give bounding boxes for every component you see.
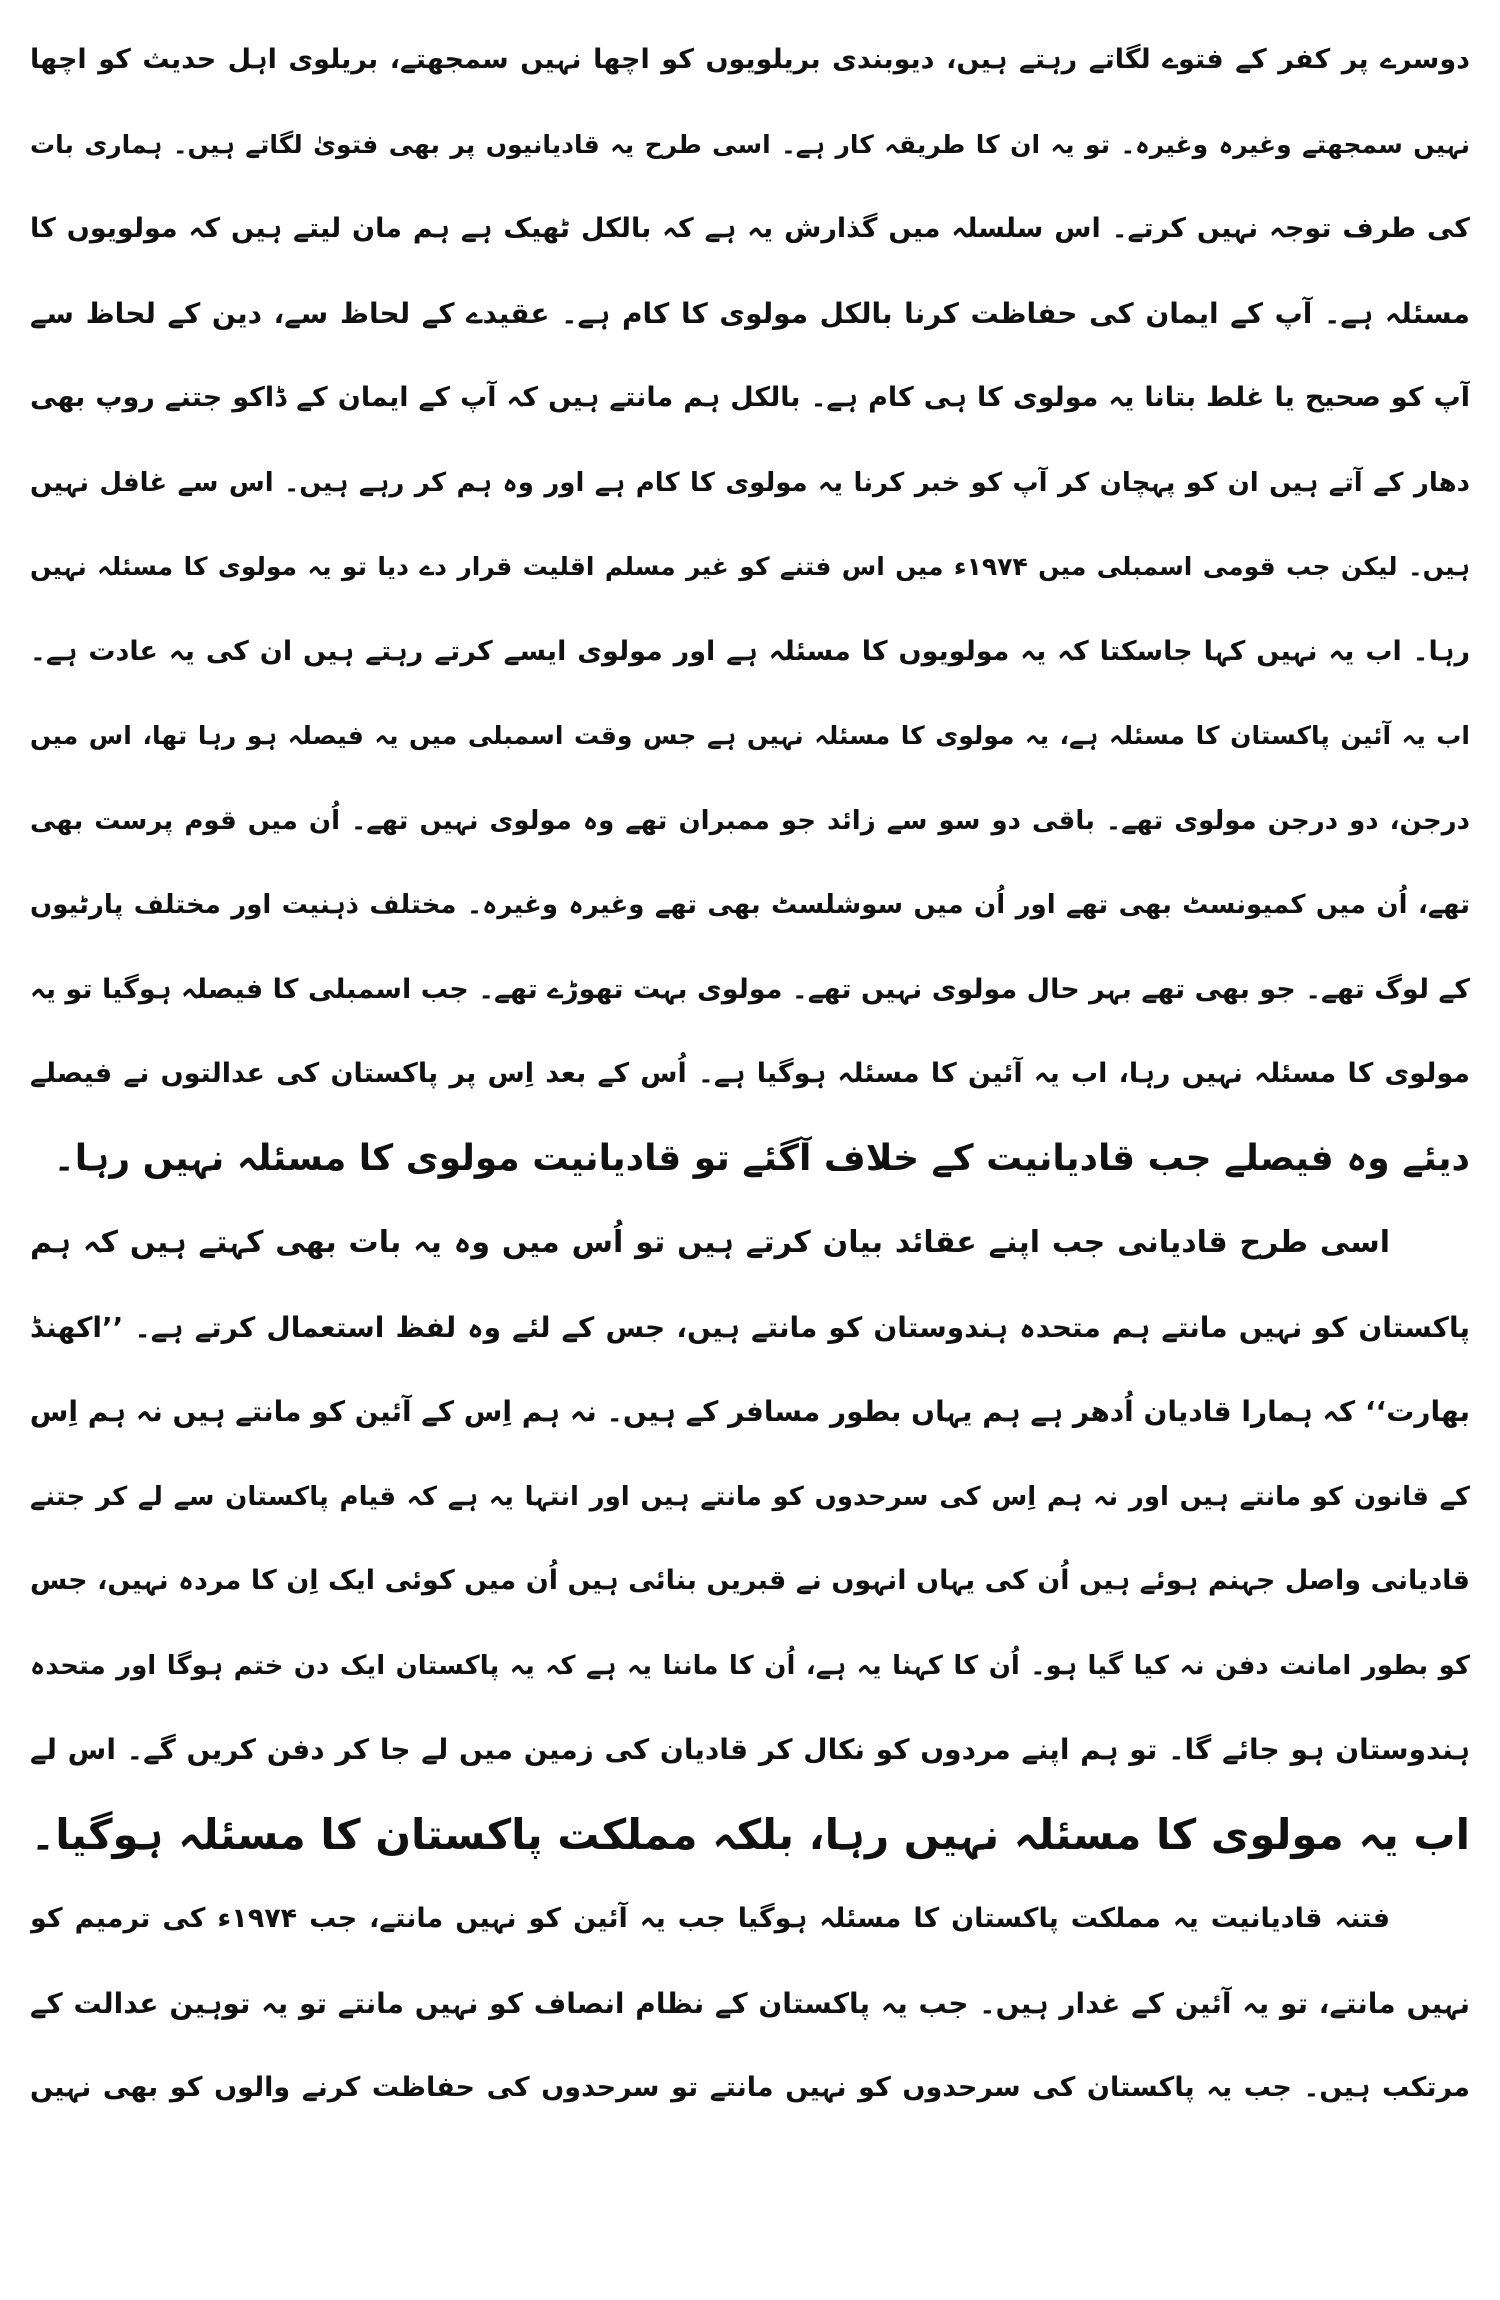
text-line: نہیں سمجھتے وغیرہ وغیرہ۔ تو یہ ان کا طریقہ کار ہے۔ اسی طرح یہ قادیانیوں پر بھی فتویٰ لگاتے ہیں۔ ہماری بات <box>30 129 1470 159</box>
text-line: قادیانی واصل جہنم ہوئے ہیں اُن کی یہاں انہوں نے قبریں بنائی ہیں اُن میں کوئی ایک اِن کا مردہ نہیں، جس <box>30 1565 1470 1596</box>
text-line: مسئلہ ہے۔ آپ کے ایمان کی حفاظت کرنا بالکل مولوی کا کام ہے۔ عقیدے کے لحاظ سے، دین کے لحاظ سے <box>30 296 1470 330</box>
text-line: کے لوگ تھے۔ جو بھی تھے بہر حال مولوی نہیں تھے۔ مولوی بہت تھوڑے تھے۔ جب اسمبلی کا فیصلہ ہوگیا تو یہ <box>30 973 1470 1005</box>
text-line: آپ کو صحیح یا غلط بتانا یہ مولوی کا ہی کام ہے۔ بالکل ہم مانتے ہیں کہ آپ کے ایمان کے ڈاکو جتنے روپ بھی <box>30 382 1470 413</box>
text-line: اسی طرح قادیانی جب اپنے عقائد بیان کرتے ہیں تو اُس میں وہ یہ بات بھی کہتے ہیں کہ ہم <box>30 1225 1390 1260</box>
text-line: کے قانون کو مانتے ہیں اور نہ ہم اِس کی سرحدوں کو مانتے ہیں اور انتہا یہ ہے کہ قیام پاکستان سے لے کر جتنے <box>30 1481 1470 1512</box>
paragraph-3 <box>30 1877 1470 2131</box>
document-page <box>30 18 1470 2288</box>
text-line: درجن، دو درجن مولوی تھے۔ باقی دو سو سے زائد جو ممبران تھے وہ مولوی نہیں تھے۔ اُن میں قوم پرست بھی <box>30 805 1470 836</box>
text-line: رہا۔ اب یہ نہیں کہا جاسکتا کہ یہ مولویوں کا مسئلہ ہے اور مولوی ایسے کرتے رہتے ہیں ان کی یہ عادت ہے۔ <box>30 635 1470 667</box>
text-line: مولوی کا مسئلہ نہیں رہا، اب یہ آئین کا مسئلہ ہوگیا ہے۔ اُس کے بعد اِس پر پاکستان کی عدالتوں نے فیصلے <box>30 1058 1470 1089</box>
text-line: فتنہ قادیانیت یہ مملکت پاکستان کا مسئلہ ہوگیا جب یہ آئین کو نہیں مانتے، جب ۱۹۷۴ء کی ترمیم کو <box>30 1903 1391 1934</box>
text-line: تھے، اُن میں کمیونسٹ بھی تھے اور اُن میں سوشلسٹ بھی تھے وغیرہ وغیرہ۔ مختلف ذہنیت اور مختلف پارٹیوں <box>30 890 1470 920</box>
paragraph-2 <box>30 1201 1470 1877</box>
text-line: دوسرے پر کفر کے فتوے لگاتے رہتے ہیں، دیوبندی بریلویوں کو اچھا نہیں سمجھتے، بریلوی اہل حدیث کو اچھا <box>30 44 1470 75</box>
paragraph-1 <box>30 18 1470 1201</box>
text-line: ہندوستان ہو جائے گا۔ تو ہم اپنے مردوں کو نکال کر قادیان کی زمین میں لے جا کر دفن کریں گے۔ اس لے <box>30 1733 1470 1766</box>
text-line: ہیں۔ لیکن جب قومی اسمبلی میں ۱۹۷۴ء میں اس فتنے کو غیر مسلم اقلیت قرار دے دیا تو یہ مولوی کا مسئلہ نہیں <box>30 552 1470 581</box>
text-line: کو بطور امانت دفن نہ کیا گیا ہو۔ اُن کا کہنا یہ ہے، اُن کا ماننا یہ ہے کہ یہ پاکستان ایک دن ختم ہوگا اور متحدہ <box>30 1650 1470 1681</box>
text-line: دیئے وہ فیصلے جب قادیانیت کے خلاف آگئے تو قادیانیت مولوی کا مسئلہ نہیں رہا۔ <box>53 1137 1470 1179</box>
text-line: دھار کے آتے ہیں ان کو پہچان کر آپ کو خبر کرنا یہ مولوی کا کام ہے اور وہ ہم کر رہے ہیں۔ اس سے غافل نہیں <box>30 467 1470 498</box>
text-line: نہیں مانتے، تو یہ آئین کے غدار ہیں۔ جب یہ پاکستان کے نظام انصاف کو نہیں مانتے تو یہ توہین عدالت کے <box>30 1986 1470 2020</box>
text-line: پاکستان کو نہیں مانتے ہم متحدہ ہندوستان کو مانتے ہیں، جس کے لئے وہ لفظ استعمال کرتے ہے۔ ’’اکھنڈ <box>30 1310 1470 1344</box>
text-line: مرتکب ہیں۔ جب یہ پاکستان کی سرحدوں کو نہیں مانتے تو سرحدوں کی حفاظت کرنے والوں کو بھی نہیں <box>30 2072 1470 2103</box>
text-line: اب یہ آئین پاکستان کا مسئلہ ہے، یہ مولوی کا مسئلہ نہیں ہے جس وقت اسمبلی میں یہ فیصلہ ہو رہا تھا، اس میں <box>30 721 1470 750</box>
text-line: اب یہ مولوی کا مسئلہ نہیں رہا، بلکہ مملکت پاکستان کا مسئلہ ہوگیا۔ <box>30 1809 1470 1859</box>
text-line: کی طرف توجہ نہیں کرتے۔ اس سلسلہ میں گذارش یہ ہے کہ بالکل ٹھیک ہے ہم مان لیتے ہیں کہ مولویوں کا <box>30 213 1470 244</box>
text-line: بھارت‘‘ کہ ہمارا قادیان اُدھر ہے ہم یہاں بطور مسافر کے ہیں۔ نہ ہم اِس کے آئین کو مانتے ہیں نہ ہم اِس <box>30 1395 1470 1428</box>
